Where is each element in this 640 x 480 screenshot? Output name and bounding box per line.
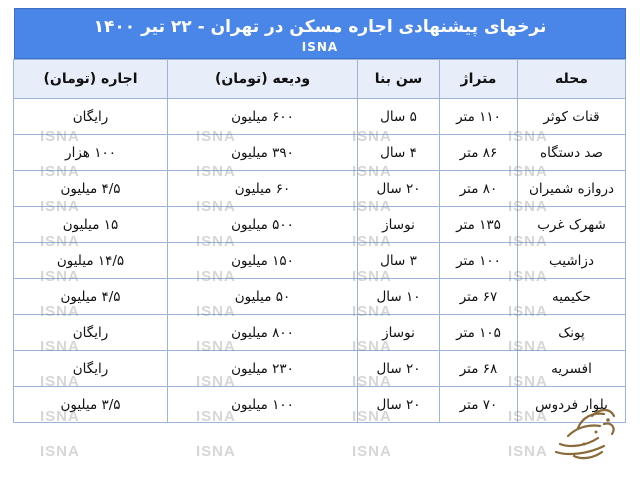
isna-watermark: ISNA (352, 128, 392, 145)
calligraphy-logo (548, 398, 624, 468)
page-title: نرخهای پیشنهادی اجاره مسکن در تهران - ۲۲ تیر ۱۴۰۰ (93, 17, 547, 37)
column-header-area: متراژ (440, 60, 518, 99)
table-row (14, 99, 626, 135)
cell-rent: رایگان (14, 315, 168, 351)
isna-watermark: ISNA (196, 408, 236, 425)
cell-deposit: ۶۰ میلیون (168, 171, 358, 207)
cell-building-age: ۱۰ سال (358, 279, 440, 315)
cell-rent: رایگان (14, 351, 168, 387)
isna-watermark: ISNA (508, 268, 548, 285)
isna-watermark: ISNA (40, 268, 80, 285)
column-header-deposit: ودیعه (تومان) (168, 60, 358, 99)
cell-area: ۷۰ متر (440, 387, 518, 423)
cell-neighborhood: پونک (518, 315, 626, 351)
cell-building-age: ۲۰ سال (358, 351, 440, 387)
isna-watermark: ISNA (40, 303, 80, 320)
isna-watermark: ISNA (40, 198, 80, 215)
table-row (14, 351, 626, 387)
cell-neighborhood: افسریه (518, 351, 626, 387)
cell-building-age: نوساز (358, 315, 440, 351)
table-row (14, 243, 626, 279)
cell-deposit: ۶۰۰ میلیون (168, 99, 358, 135)
cell-deposit: ۱۰۰ میلیون (168, 387, 358, 423)
cell-rent: ۴/۵ میلیون (14, 171, 168, 207)
isna-watermark: ISNA (40, 233, 80, 250)
isna-watermark: ISNA (352, 443, 392, 460)
table-header (14, 60, 626, 99)
isna-watermark: ISNA (508, 128, 548, 145)
cell-neighborhood: صد دستگاه (518, 135, 626, 171)
table-body (14, 99, 626, 423)
table-title-bar (14, 8, 626, 59)
cell-building-age: ۳ سال (358, 243, 440, 279)
table-row (14, 315, 626, 351)
isna-watermark: ISNA (196, 443, 236, 460)
table-row (14, 171, 626, 207)
cell-deposit: ۳۹۰ میلیون (168, 135, 358, 171)
cell-rent: ۳/۵ میلیون (14, 387, 168, 423)
isna-watermark: ISNA (196, 268, 236, 285)
rent-prices-table (13, 59, 626, 423)
isna-watermark: ISNA (352, 163, 392, 180)
cell-area: ۱۰۰ متر (440, 243, 518, 279)
isna-watermark: ISNA (40, 338, 80, 355)
cell-neighborhood: دزاشیب (518, 243, 626, 279)
cell-rent: ۱۵ میلیون (14, 207, 168, 243)
cell-building-age: ۲۰ سال (358, 171, 440, 207)
column-header-building-age: سن بنا (358, 60, 440, 99)
cell-area: ۱۳۵ متر (440, 207, 518, 243)
cell-area: ۸۰ متر (440, 171, 518, 207)
isna-watermark: ISNA (40, 128, 80, 145)
table-row (14, 135, 626, 171)
cell-deposit: ۸۰۰ میلیون (168, 315, 358, 351)
isna-watermark: ISNA (196, 303, 236, 320)
cell-area: ۱۱۰ متر (440, 99, 518, 135)
isna-watermark: ISNA (352, 233, 392, 250)
cell-area: ۶۸ متر (440, 351, 518, 387)
isna-watermark: ISNA (40, 163, 80, 180)
isna-watermark: ISNA (196, 233, 236, 250)
isna-watermark: ISNA (508, 198, 548, 215)
isna-watermark: ISNA (352, 198, 392, 215)
rent-table-sheet (14, 8, 626, 456)
isna-watermark: ISNA (352, 303, 392, 320)
cell-deposit: ۵۰ میلیون (168, 279, 358, 315)
table-header-row (14, 60, 626, 99)
isna-watermark: ISNA (352, 373, 392, 390)
isna-watermark: ISNA (508, 338, 548, 355)
isna-watermark: ISNA (196, 198, 236, 215)
isna-watermark: ISNA (508, 373, 548, 390)
isna-watermark: ISNA (352, 408, 392, 425)
isna-watermark: ISNA (508, 303, 548, 320)
cell-rent: رایگان (14, 99, 168, 135)
cell-area: ۸۶ متر (440, 135, 518, 171)
cell-rent: ۱۴/۵ میلیون (14, 243, 168, 279)
table-row (14, 387, 626, 423)
cell-neighborhood: حکیمیه (518, 279, 626, 315)
isna-watermark: ISNA (352, 338, 392, 355)
isna-watermark: ISNA (508, 163, 548, 180)
column-header-neighborhood: محله (518, 60, 626, 99)
isna-watermark: ISNA (508, 408, 548, 425)
isna-watermark: ISNA (40, 373, 80, 390)
source-label: ISNA (301, 40, 339, 55)
cell-neighborhood: بلوار فردوس (518, 387, 626, 423)
table-row (14, 279, 626, 315)
isna-watermark: ISNA (352, 268, 392, 285)
cell-area: ۱۰۵ متر (440, 315, 518, 351)
cell-building-age: ۵ سال (358, 99, 440, 135)
cell-neighborhood: شهرک غرب (518, 207, 626, 243)
isna-watermark: ISNA (40, 408, 80, 425)
isna-watermark: ISNA (196, 128, 236, 145)
cell-building-age: نوساز (358, 207, 440, 243)
table-row (14, 207, 626, 243)
cell-neighborhood: دروازه شمیران (518, 171, 626, 207)
cell-deposit: ۵۰۰ میلیون (168, 207, 358, 243)
cell-rent: ۱۰۰ هزار (14, 135, 168, 171)
isna-watermark: ISNA (196, 163, 236, 180)
isna-watermark: ISNA (196, 338, 236, 355)
cell-deposit: ۲۳۰ میلیون (168, 351, 358, 387)
cell-neighborhood: قنات کوثر (518, 99, 626, 135)
cell-building-age: ۲۰ سال (358, 387, 440, 423)
isna-watermark: ISNA (508, 233, 548, 250)
column-header-rent: اجاره (تومان) (14, 60, 168, 99)
isna-watermark: ISNA (196, 373, 236, 390)
isna-watermark: ISNA (508, 443, 548, 460)
cell-building-age: ۴ سال (358, 135, 440, 171)
cell-rent: ۴/۵ میلیون (14, 279, 168, 315)
isna-watermark: ISNA (40, 443, 80, 460)
cell-deposit: ۱۵۰ میلیون (168, 243, 358, 279)
cell-area: ۶۷ متر (440, 279, 518, 315)
